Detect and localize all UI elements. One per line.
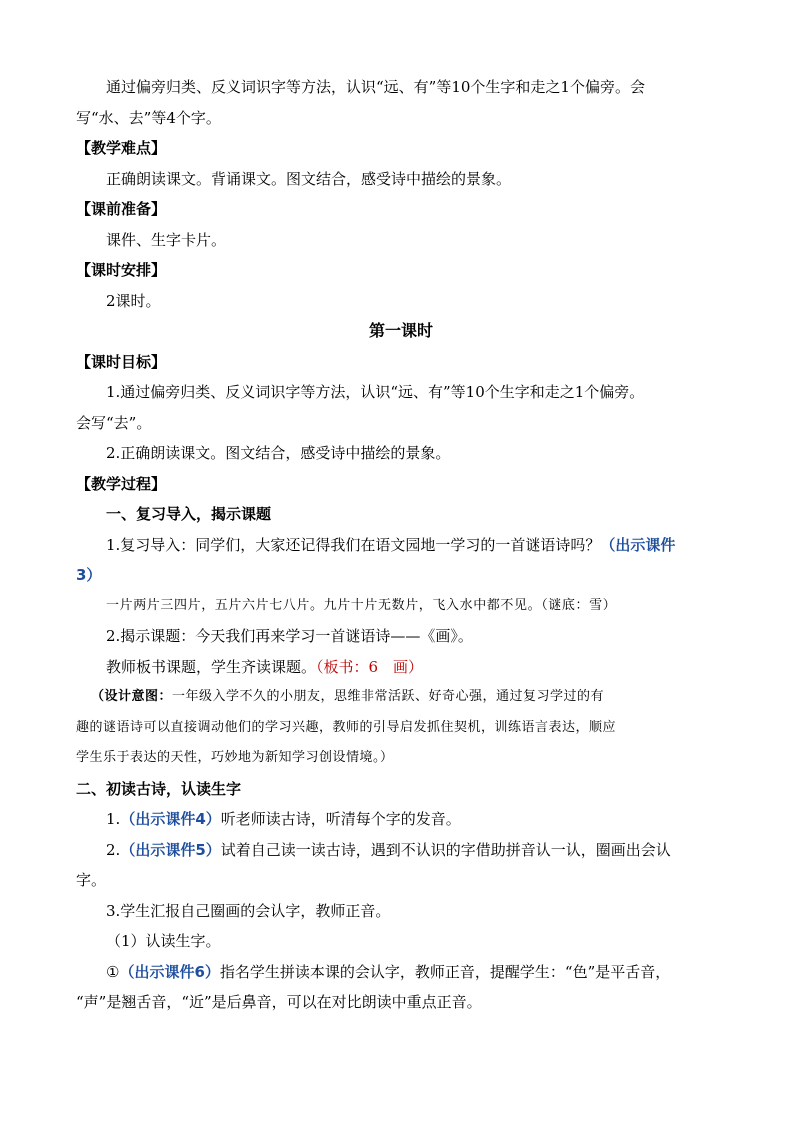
section-1-step-1-cont [76, 560, 726, 591]
item-1-courseware-tag: （出示课件4） [120, 810, 221, 828]
difficulty-heading: 【教学难点】 [76, 139, 167, 157]
section-1-title: 一、复习导入，揭示课题 [106, 505, 272, 523]
section-2-title: 二、初读古诗，认读生字 [76, 779, 242, 798]
step-1-text: 1.复习导入：同学们，大家还记得我们在语文园地一学习的一首谜语诗吗？ [106, 535, 601, 554]
section-2-item-2 [76, 835, 726, 866]
lesson-title: 第一课时 [368, 321, 433, 340]
difficulty-text: 正确朗读课文。背诵课文。图文结合，感受诗中描绘的景象。 [106, 169, 512, 188]
circled-item-1-text: 指名学生拼读本课的会认字，教师正音，提醒学生：“色”是平舌音， [219, 962, 671, 981]
design-intent-line-2: 趣的谜语诗可以直接调动他们的学习兴趣，教师的引导启发抓住契机，训练语言表达，顺应 [76, 719, 617, 735]
schedule-heading: 【课时安排】 [76, 261, 167, 279]
goals-heading: 【课时目标】 [76, 352, 167, 371]
sub-item-1: （1）认读生字。 [106, 932, 221, 950]
document-page [76, 72, 726, 1018]
section-1-step-2: 2.揭示课题：今天我们再来学习一首谜语诗——《画》。 [106, 627, 473, 645]
section-2-item-3: 3.学生汇报自己圈画的会认字，教师正音。 [106, 901, 391, 920]
step-1-courseware-tag-end: 3） [76, 566, 102, 584]
circled-item-1-num: ① [106, 962, 120, 981]
design-intent-text: 一年级入学不久的小朋友，思维非常活跃、好奇心强，通过复习学过的有 [172, 689, 605, 704]
prep-heading: 【课前准备】 [76, 200, 167, 218]
goal-1-line-1: 1.通过偏旁归类、反义词识字等方法，认识“远、有”等10个生字和走之1个偏旁。 [106, 383, 645, 401]
circled-item-1-cont: “声”是翘舌音，“近”是后鼻音，可以在对比朗读中重点正音。 [76, 993, 482, 1011]
board-text: 教师板书课题，学生齐读课题。 [106, 657, 317, 676]
section-2-item-1 [76, 804, 726, 835]
prep-text: 课件、生字卡片。 [106, 230, 227, 249]
board-line [76, 652, 726, 683]
item-1-num: 1. [106, 810, 121, 828]
step-1-courseware-tag: （出示课件 [600, 535, 676, 554]
design-intent-line-1 [76, 682, 726, 713]
process-heading: 【教学过程】 [76, 474, 167, 493]
riddle-poem: 一片两片三四片，五片六片七八片。九片十片无数片，飞入水中都不见。（谜底：雪） [106, 597, 617, 613]
section-1-step-1 [76, 530, 726, 561]
goal-2: 2.正确朗读课文。图文结合，感受诗中描绘的景象。 [106, 444, 451, 462]
item-2-courseware-tag: （出示课件5） [120, 840, 221, 859]
schedule-text: 2课时。 [106, 291, 161, 310]
item-1-text: 听老师读古诗，听清每个字的发音。 [220, 810, 461, 828]
intro-line-2: 写“水、去”等4个字。 [76, 108, 221, 127]
item-2-text: 试着自己读一读古诗，遇到不认识的字借助拼音认一认，圈画出会认 [220, 840, 671, 859]
circled-item-1-courseware-tag: （出示课件6） [119, 962, 220, 981]
design-intent-label: （设计意图： [91, 689, 173, 704]
circled-item-1 [76, 957, 726, 988]
section-2-item-2-cont: 字。 [76, 871, 107, 889]
goal-1-line-2: 会写“去”。 [76, 413, 152, 432]
item-2-num: 2. [106, 840, 121, 859]
board-tag: （板书：6 画） [316, 657, 424, 676]
intro-line-1: 通过偏旁归类、反义词识字等方法，认识“远、有”等10个生字和走之1个偏旁。会 [106, 78, 645, 96]
design-intent-line-3: 学生乐于表达的天性，巧妙地为新知学习创设情境。） [76, 750, 394, 765]
